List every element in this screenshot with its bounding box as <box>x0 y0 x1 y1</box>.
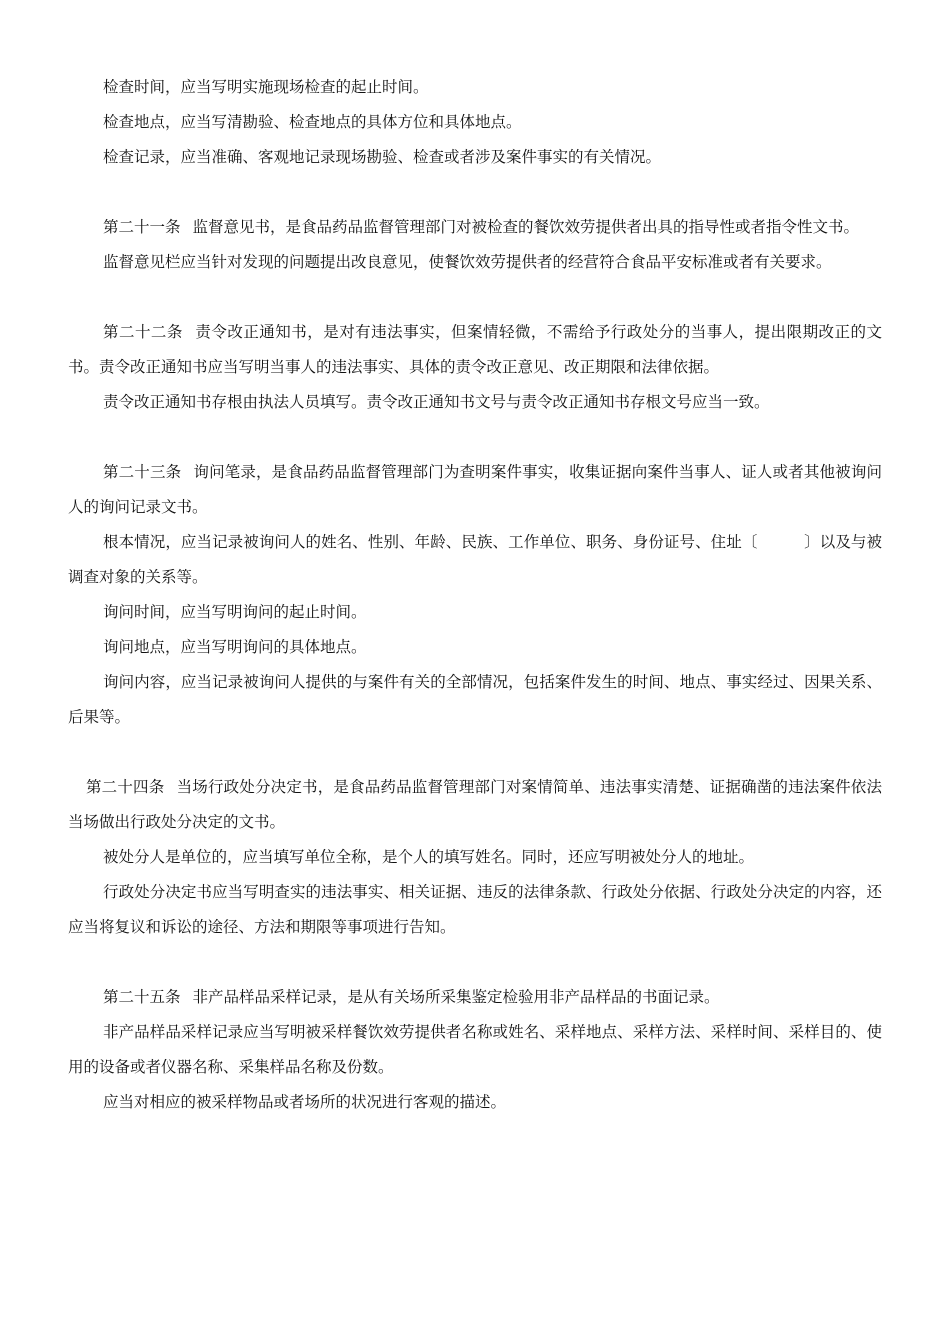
paragraph: 检查时间，应当写明实施现场检查的起止时间。 <box>103 78 429 96</box>
paragraph: 责令改正通知书存根由执法人员填写。责令改正通知书文号与责令改正通知书存根文号应当一致。 <box>103 393 770 411</box>
article-21-paragraph <box>68 210 882 245</box>
paragraph: 检查地点，应当写清勘验、检查地点的具体方位和具体地点。 <box>103 113 522 131</box>
article-22-paragraph <box>68 315 882 385</box>
paragraph: 非产品样品采样记录应当写明被采样餐饮效劳提供者名称或姓名、采样地点、采样方法、采样时间、采样目的、使用的设备或者仪器名称、采集样品名称及份数。 <box>68 1023 882 1076</box>
document-page <box>68 70 882 1120</box>
paragraph: 监督意见栏应当针对发现的问题提出改良意见，使餐饮效劳提供者的经营符合食品平安标准或者有关要求。 <box>103 253 832 271</box>
article-text: 询问笔录，是食品药品监督管理部门为查明案件事实，收集证据向案件当事人、证人或者其他被询问人的询问记录文书。 <box>68 463 882 516</box>
paragraph: 询问内容，应当记录被询问人提供的与案件有关的全部情况，包括案件发生的时间、地点、事实经过、因果关系、后果等。 <box>68 673 882 726</box>
paragraph: 询问时间，应当写明询问的起止时间。 <box>103 603 367 621</box>
paragraph: 询问地点，应当写明询问的具体地点。 <box>103 638 367 656</box>
paragraph: 应当对相应的被采样物品或者场所的状况进行客观的描述。 <box>103 1093 507 1111</box>
article-text: 监督意见书，是食品药品监督管理部门对被检查的餐饮效劳提供者出具的指导性或者指令性文书。 <box>192 218 860 236</box>
paragraph: 被处分人是单位的，应当填写单位全称，是个人的填写姓名。同时，还应写明被处分人的地址。 <box>103 848 755 866</box>
article-25-paragraph <box>68 980 882 1015</box>
article-text: 责令改正通知书，是对有违法事实，但案情轻微，不需给予行政处分的当事人，提出限期改正的文书。责令改正通知书应当写明当事人的违法事实、具体的责令改正意见、改正期限和法律依据。 <box>68 323 882 376</box>
paragraph: 检查记录，应当准确、客观地记录现场勘验、检查或者涉及案件事实的有关情况。 <box>103 148 662 166</box>
article-number: 第二十三条 <box>103 463 182 481</box>
paragraph: 根本情况，应当记录被询问人的姓名、性别、年龄、民族、工作单位、职务、身份证号、住址〔 〕以及与被调查对象的关系等。 <box>68 533 882 586</box>
article-23-paragraph <box>68 455 882 525</box>
article-number: 第二十二条 <box>103 323 183 341</box>
article-number: 第二十一条 <box>103 218 181 236</box>
paragraph: 行政处分决定书应当写明查实的违法事实、相关证据、违反的法律条款、行政处分依据、行政处分决定的内容，还应当将复议和诉讼的途径、方法和期限等事项进行告知。 <box>68 883 882 936</box>
article-number: 第二十五条 <box>103 988 181 1006</box>
article-24-paragraph <box>68 770 882 840</box>
article-text: 当场行政处分决定书，是食品药品监督管理部门对案情简单、违法事实清楚、证据确凿的违法案件依法当场做出行政处分决定的文书。 <box>68 778 882 831</box>
article-number: 第二十四条 <box>86 778 165 796</box>
article-text: 非产品样品采样记录，是从有关场所采集鉴定检验用非产品样品的书面记录。 <box>192 988 720 1006</box>
